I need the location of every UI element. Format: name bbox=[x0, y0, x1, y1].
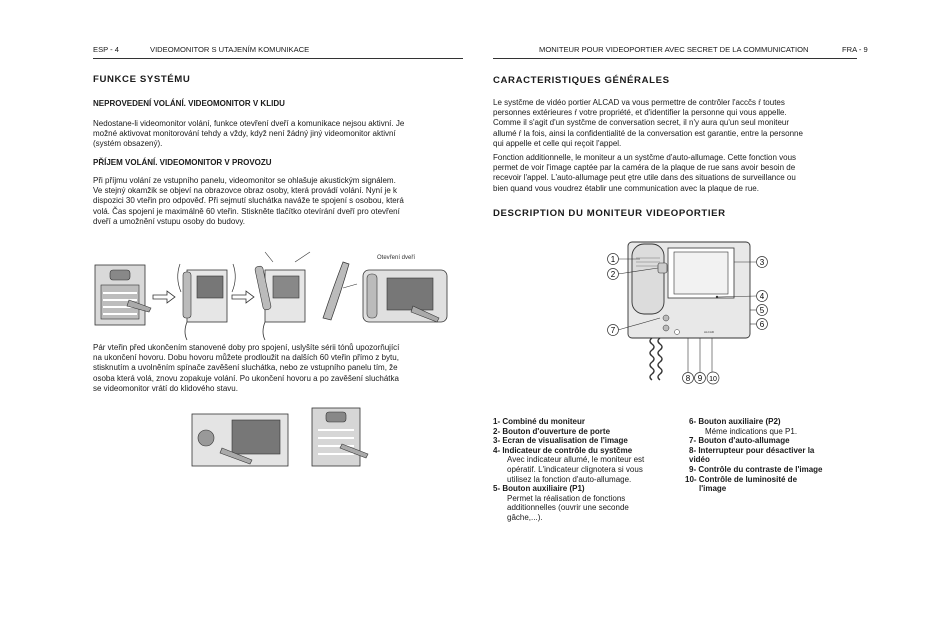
arrow-icon bbox=[232, 291, 254, 303]
callout-8 bbox=[683, 373, 694, 384]
list-item: 7- Bouton d'auto-allumage bbox=[689, 436, 790, 446]
text-line: bien quand vous voudrez établir une communication avec la plaque de rue. bbox=[493, 183, 759, 193]
callout-9 bbox=[695, 373, 706, 384]
text-line: (systém obsazený). bbox=[93, 139, 163, 149]
text-line: stisknutím a uvolněním spínače zavěšení sluchátka, nebo ze vstupního panelu tím, že bbox=[93, 363, 398, 373]
callout-4 bbox=[757, 291, 768, 302]
left-header-title: VIDEOMONITOR S UTAJENÍM KOMUNIKACE bbox=[150, 45, 310, 54]
list-item: gâche,...). bbox=[507, 512, 543, 522]
svg-text:9: 9 bbox=[697, 374, 703, 383]
list-item: 6- Bouton auxiliaire (P2) bbox=[689, 417, 781, 426]
svg-text:6: 6 bbox=[759, 320, 765, 329]
door-open-button bbox=[658, 263, 667, 273]
svg-text:1: 1 bbox=[610, 255, 616, 264]
svg-text:ALCAD: ALCAD bbox=[704, 330, 715, 334]
right-para1-text bbox=[493, 98, 855, 149]
svg-text:2: 2 bbox=[610, 270, 616, 279]
callout-6 bbox=[757, 319, 768, 330]
text-line: se videomonitor vrátí do klidového stavu. bbox=[93, 383, 238, 393]
left-header-rule bbox=[93, 58, 463, 59]
list-item: 9- Contrôle du contraste de l'image bbox=[689, 464, 823, 474]
list-item: Méme indications que P1. bbox=[705, 426, 798, 436]
list-item: Avec indicateur allumé, le moniteur est bbox=[507, 455, 645, 465]
list-item: 4- Indicateur de contrôle du systčme bbox=[493, 445, 633, 455]
list-item: 10- Contrôle de luminosité de bbox=[685, 474, 798, 484]
list-item: utilisez la fonction d'auto-allumage. bbox=[507, 474, 632, 484]
left-sub2-text bbox=[93, 176, 455, 227]
text-line: Při příjmu volání ze vstupního panelu, videomonitor se ohlašuje akustickým signálem. bbox=[93, 176, 396, 185]
text-line: permet de voir l'image captée par la caméra de la plaque de rue sans avoir besoin de bbox=[493, 163, 796, 173]
text-line: Le systčme de vidéo portier ALCAD va vous permettre de contrôler l'accčs ŕ toutes bbox=[493, 98, 785, 107]
callout-2 bbox=[608, 269, 619, 280]
svg-text:3: 3 bbox=[759, 258, 765, 267]
text-line: dispozici 30 vteřin pro odpověď. Při sejmutí sluchátka naváže te spojení s osobou, která bbox=[93, 196, 404, 206]
right-section-title: CARACTERISTIQUES GÉNÉRALES bbox=[493, 75, 670, 86]
callout-1 bbox=[608, 254, 619, 265]
end-call-illustration bbox=[192, 408, 372, 468]
left-page-number: ESP - 4 bbox=[93, 45, 120, 54]
text-line: allumé ŕ la fois, ainsi la confidentialité de la conversation est garantie, entre la personne bbox=[493, 128, 803, 138]
callout-7 bbox=[608, 325, 619, 336]
text-line: recevoir l'appel. L'auto-allumage peut ętre utile dans des situations de surveillance ou bbox=[493, 173, 796, 183]
text-line: na ukončení hovoru. Dobu hovoru můžete prodloužit na dalších 60 vteřin přímo z bytu, bbox=[93, 353, 399, 363]
svg-text:10: 10 bbox=[709, 376, 717, 383]
left-sub2-title: PŘÍJEM VOLÁNÍ. VIDEOMONITOR V PROVOZU bbox=[93, 158, 272, 167]
right-header-rule bbox=[493, 58, 857, 59]
left-section-title: FUNKCE SYSTÉMU bbox=[93, 74, 191, 85]
parts-list-right bbox=[685, 417, 857, 494]
list-item: 1- Combiné du moniteur bbox=[493, 417, 585, 426]
monitor-diagram bbox=[600, 238, 780, 393]
right-page-number: FRA - 9 bbox=[842, 45, 868, 54]
right-para2-text bbox=[493, 153, 855, 194]
text-line: Ve stejný okamžik se objeví na obrazovce obraz osoby, která provádí volání. Nyní je k bbox=[93, 186, 398, 196]
call-sequence-illustration bbox=[95, 248, 455, 343]
list-item: additionnelles (ouvrir une seconde bbox=[507, 503, 629, 513]
svg-text:5: 5 bbox=[759, 306, 765, 315]
figure-caption: Otevření dveří bbox=[377, 255, 416, 261]
list-item: l'image bbox=[699, 484, 727, 494]
entrance-panel-icon bbox=[312, 408, 368, 466]
callout-3 bbox=[757, 257, 768, 268]
monitor-door-open-icon bbox=[363, 255, 447, 322]
right-section2-title: DESCRIPTION DU MONITEUR VIDEOPORTIER bbox=[493, 208, 726, 219]
list-item: 2- Bouton d'ouverture de porte bbox=[493, 426, 611, 436]
monitor-ringing-icon bbox=[178, 264, 236, 340]
callout-10 bbox=[707, 372, 719, 384]
handset-icon bbox=[632, 244, 664, 314]
parts-list-left bbox=[493, 417, 668, 523]
text-line: dveří a umožnění vstupu osoby do budovy. bbox=[93, 216, 245, 226]
text-line: Comme il s'agit d'un systčme de conversation secret, il n'y aura qu'un seul moniteur bbox=[493, 118, 790, 128]
list-item: 5- Bouton auxiliaire (P1) bbox=[493, 484, 585, 494]
handset-cord-icon bbox=[650, 338, 662, 380]
entrance-panel-icon bbox=[95, 265, 151, 325]
list-item: 8- Interrupteur pour désactiver la bbox=[689, 445, 815, 455]
svg-text:7: 7 bbox=[610, 326, 616, 335]
text-line: Nedostane-li videomonitor volání, funkce otevření dveří a komunikace nejsou aktivní. Je bbox=[93, 119, 405, 128]
list-item: 3- Ecran de visualisation de l'image bbox=[493, 436, 628, 446]
left-sub1-text bbox=[93, 119, 455, 150]
list-item: opératif. L'indicateur clignotera si vous bbox=[507, 464, 643, 474]
handset-icon bbox=[323, 262, 357, 320]
svg-text:4: 4 bbox=[759, 292, 765, 301]
text-line: Pár vteřin před ukončením stanovené doby pro spojení, uslyšíte sérii tónů upozorňující bbox=[93, 343, 400, 352]
monitor-lifting-icon bbox=[255, 252, 310, 340]
text-line: volá. Čas spojení je maximálně 60 vteřin. Stiskněte tlačítko otevírání dveří pro otevření bbox=[93, 206, 400, 216]
text-line: qui appelle et celle qui reçoit l'appel. bbox=[493, 138, 622, 148]
list-item: Permet la réalisation de fonctions bbox=[507, 493, 626, 503]
text-line: Fonction additionnelle, le moniteur a un systčme d'auto-allumage. Cette fonction vous bbox=[493, 153, 797, 162]
text-line: možné aktivovat monitorování tehdy a vždy, když není žádný jiný videomonitor aktivní bbox=[93, 129, 396, 139]
list-item: vidéo bbox=[689, 455, 710, 465]
monitor-end-call-icon bbox=[192, 414, 288, 466]
left-para3-text bbox=[93, 343, 455, 394]
callout-5 bbox=[757, 305, 768, 316]
right-header-title: MONITEUR POUR VIDEOPORTIER AVEC SECRET DE LA COMMUNICATION bbox=[539, 45, 809, 54]
arrow-icon bbox=[153, 291, 175, 303]
text-line: personnes extérieures ŕ votre propriété, et d'identifier la personne qui vous appelle. bbox=[493, 108, 787, 118]
svg-text:8: 8 bbox=[685, 374, 691, 383]
text-line: osoba která volá, znovu zopakuje volání. Po ukončení hovoru a po zavěšení sluchátka bbox=[93, 373, 399, 383]
left-sub1-title: NEPROVEDENÍ VOLÁNÍ. VIDEOMONITOR V KLIDU bbox=[93, 99, 285, 108]
